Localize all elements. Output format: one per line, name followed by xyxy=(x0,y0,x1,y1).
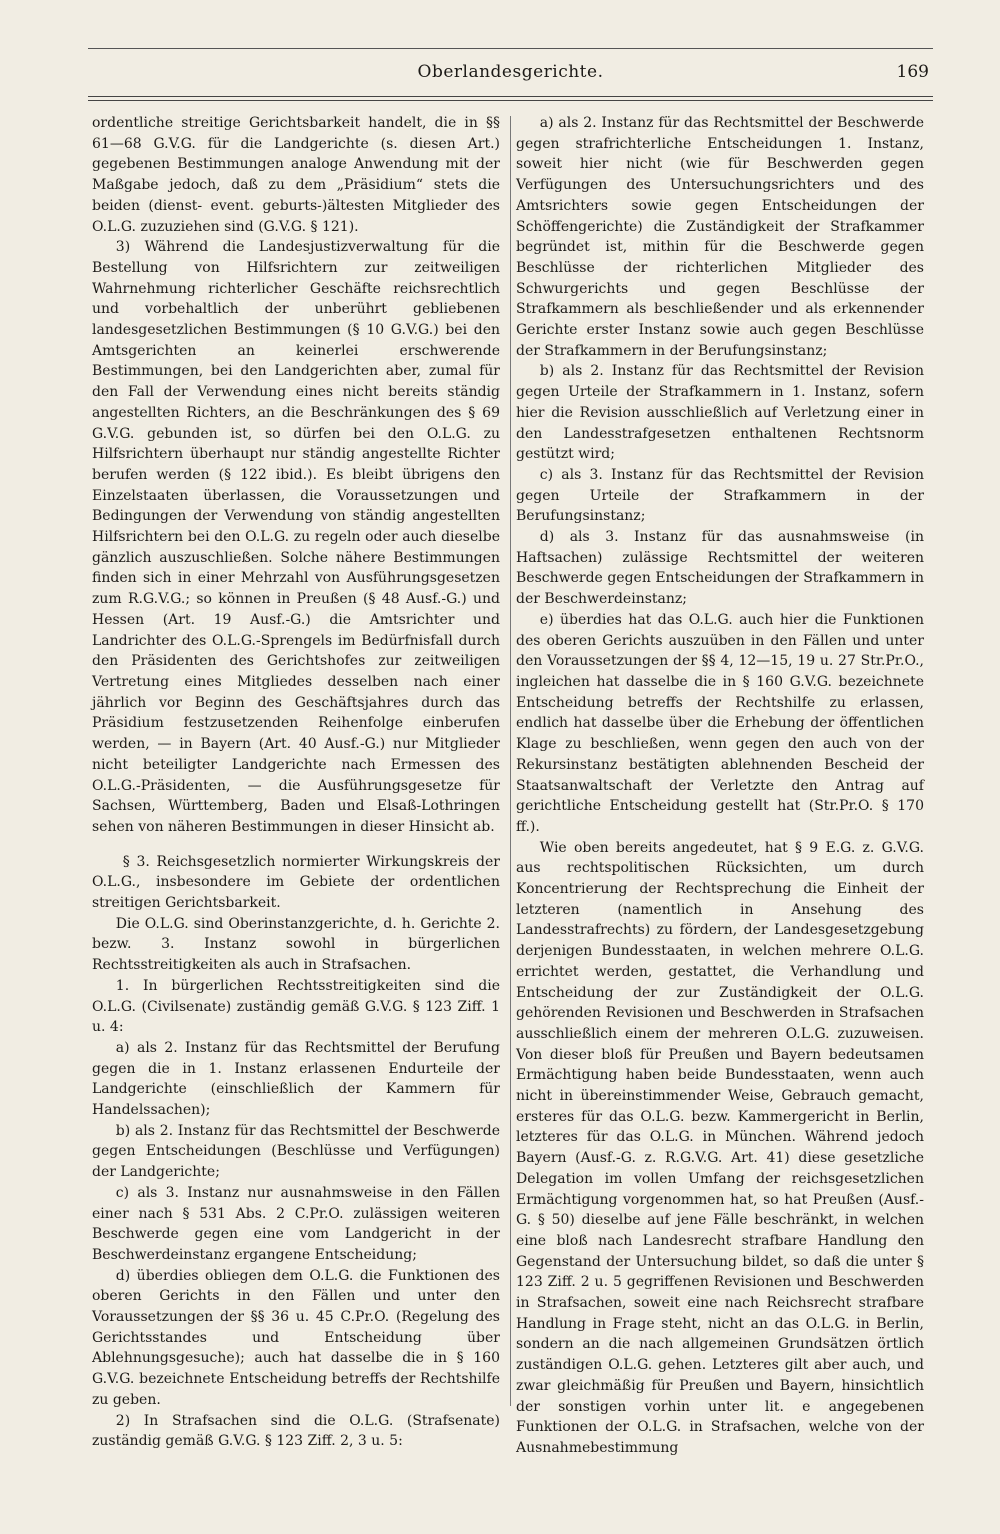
paragraph: Die O.L.G. sind Oberinstanzgerichte, d. h. Gerichte 2. bezw. 3. Instanz sowohl in bürgerlichen Rechtsstreitigkeiten als auch in Strafsachen. xyxy=(92,915,500,974)
list-item: d) als 3. Instanz für das ausnahmsweise (in Haftsachen) zulässige Rechtsmittel der weiteren Beschwerde gegen Entscheidungen der Strafkammern in der Beschwerdeinstanz; xyxy=(516,529,924,608)
column-divider xyxy=(510,116,511,1406)
list-item: b) als 2. Instanz für das Rechtsmittel der Beschwerde gegen Entscheidungen (Beschlüsse und Verfügungen) der Landgerichte; xyxy=(92,1122,500,1181)
running-title: Oberlandesgerichte. xyxy=(417,62,604,82)
paragraph: 3) Während die Landesjustizverwaltung für die Bestellung von Hilfsrichtern zur zeitweiligen Wahrnehmung richterlicher Geschäfte reichsrechtlich und vorbehaltlich der unberührt gebliebenen landesgesetzlichen Bestimmungen (§ 10 G.V.G.) bei den Amtsgerichten an keinerlei erschwerende Bestimmungen, bei den Landgerichten aber, zumal für den Fall der Verwendung eines nicht bereits ständig angestellten Richters, an die Beschränkungen des § 69 G.V.G. gebunden ist, so dürfen bei den O.L.G. zu Hilfsrichtern überhaupt nur ständig angestellte Richter berufen werden (§ 122 ibid.). Es bleibt übrigens den Einzelstaaten überlassen, die Voraussetzungen und Bedingungen der Verwendung von ständig angestellten Hilfsrichtern bei den O.L.G. zu regeln oder auch dieselbe gänzlich auszuschließen. Solche nähere Bestimmungen finden sich in einer Mehrzahl von Ausführungsgesetzen zum R.G.V.G.; so können in Preußen (§ 48 Ausf.-G.) und Hessen (Art. 19 Ausf.-G.) die Amtsrichter und Landrichter des O.L.G.-Sprengels im Bedürfnisfall durch den Präsidenten des Gerichtshofes zur zeitweiligen Vertretung eines Mitgliedes desselben nach einer jährlich vor Beginn des Geschäftsjahres durch das Präsidium festzusetzenden Reihenfolge einberufen werden, — in Bayern (Art. 40 Ausf.-G.) nur Mitglieder nicht beteiligter Landgerichte nach Ermessen des O.L.G.-Präsidenten, — die Ausführungsgesetze für Sachsen, Württemberg, Baden und Elsaß-Lothringen sehen von näheren Bestimmungen in dieser Hinsicht ab. xyxy=(92,239,500,835)
section-heading: § 3. Reichsgesetzlich normierter Wirkungskreis der O.L.G., insbesondere im Gebiete der ordentlichen streitigen Gerichtsbarkeit. xyxy=(92,853,500,912)
list-item: d) überdies obliegen dem O.L.G. die Funktionen des oberen Gerichts in den Fällen und unter den Voraussetzungen der §§ 36 u. 45 C.Pr.O. (Regelung des Gerichtsstandes und Entscheidung über Ablehnungsgesuche); auch hat dasselbe die in § 160 G.V.G. bezeichnete Entscheidung betreffs der Rechtshilfe zu geben. xyxy=(92,1267,500,1408)
left-column xyxy=(92,113,500,1450)
right-column xyxy=(516,113,924,1456)
paragraph: Wie oben bereits angedeutet, hat § 9 E.G. z. G.V.G. aus rechtspolitischen Rücksichten, um durch Koncentrierung der Rechtsprechung die Einheit der letzteren (namentlich in Ansehung des Landesstrafrechts) zu fördern, der Landesgesetzgebung derjenigen Bundesstaaten, in welchen mehrere O.L.G. errichtet werden, gestattet, die Verhandlung und Entscheidung der zur Zuständigkeit der O.L.G. gehörenden Revisionen und Beschwerden in Strafsachen ausschließlich einem der mehreren O.L.G. zuzuweisen. Von dieser bloß für Preußen und Bayern bedeutsamen Ermächtigung haben beide Bundesstaaten, wenn auch nicht in übereinstimmender Weise, Gebrauch gemacht, ersteres für das O.L.G. bezw. Kammergericht in Berlin, letzteres für das O.L.G. in München. Während jedoch Bayern (Ausf.-G. z. R.G.V.G. Art. 41) diese gesetzliche Delegation im vollen Umfang der reichsgesetzlichen Ermächtigung vorgenommen hat, so hat Preußen (Ausf.-G. § 50) dieselbe auf jene Fälle beschränkt, in welchen eine bloß nach Landesrecht strafbare Handlung den Gegenstand der Untersuchung bildet, so daß die unter § 123 Ziff. 2 u. 5 gegriffenen Revisionen und Beschwerden in Strafsachen, soweit eine nach Reichsrecht strafbare Handlung in Frage steht, nicht an das O.L.G. in Berlin, sondern an die nach allgemeinen Grundsätzen örtlich zuständigen O.L.G. gehen. Letzteres gilt aber auch, und zwar gleichmäßig für Preußen und Bayern, hinsichtlich der sonstigen vorhin unter lit. e angegebenen Funktionen der O.L.G. in Strafsachen, welche von der Ausnahmebestimmung xyxy=(516,839,924,1456)
running-header xyxy=(88,60,933,90)
paragraph: ordentliche streitige Gerichtsbarkeit handelt, die in §§ 61—68 G.V.G. für die Landgerichte (s. diesen Art.) gegebenen Bestimmungen analoge Anwendung mit der Maßgabe jedoch, daß zu dem „Präsidium“ stets die beiden (dienst- event. geburts-)ältesten Mitglieder des O.L.G. zuzuziehen sind (G.V.G. § 121). xyxy=(92,115,500,235)
page-number: 169 xyxy=(896,62,929,82)
list-item: a) als 2. Instanz für das Rechtsmittel der Berufung gegen die in 1. Instanz erlassenen Endurteile der Landgerichte (einschließlich der Kammern für Handelssachen); xyxy=(92,1039,500,1119)
list-item: a) als 2. Instanz für das Rechtsmittel der Beschwerde gegen strafrichterliche Entscheidungen 1. Instanz, soweit hier nicht (wie für Beschwerden gegen Verfügungen des Untersuchungsrichters und des Amtsrichters sowie gegen Entscheidungen der Schöffengerichte) die Zuständigkeit der Strafkammer begründet ist, mithin für die Beschwerde gegen Beschlüsse der richterlichen Mitglieder des Schwurgerichts und gegen Beschlüsse der Strafkammern als beschließender und als erkennender Gerichte erster Instanz sowie auch gegen Beschlüsse der Strafkammern in der Berufungsinstanz; xyxy=(516,115,924,359)
list-item: c) als 3. Instanz für das Rechtsmittel der Revision gegen Urteile der Strafkammern in der Berufungsinstanz; xyxy=(516,466,924,525)
list-item: c) als 3. Instanz nur ausnahmsweise in den Fällen einer nach § 531 Abs. 2 C.Pr.O. zulässigen weiteren Beschwerde gegen eine vom Landgericht in der Beschwerdeinstanz ergangene Entscheidung; xyxy=(92,1184,500,1263)
top-rule xyxy=(88,48,933,49)
list-item: e) überdies hat das O.L.G. auch hier die Funktionen des oberen Gerichts auszuüben in den Fällen und unter den Voraussetzungen der §§ 4, 12—15, 19 u. 27 Str.Pr.O., ingleichen hat dasselbe die in § 160 G.V.G. bezeichnete Entscheidung betreffs der Rechtshilfe zu erlassen, endlich hat dasselbe über die Erhebung der öffentlichen Klage zu beschließen, wenn gegen den auch von der Rekursinstanz bestätigten ablehnenden Bescheid der Staatsanwaltschaft der Verletzte den Antrag auf gerichtliche Entscheidung gestellt hat (Str.Pr.O. § 170 ff.). xyxy=(516,611,924,835)
paragraph: 2) In Strafsachen sind die O.L.G. (Strafsenate) zuständig gemäß G.V.G. § 123 Ziff. 2, 3 u. 5: xyxy=(92,1412,500,1450)
header-rule-double xyxy=(88,100,933,101)
paragraph: 1. In bürgerlichen Rechtsstreitigkeiten sind die O.L.G. (Civilsenate) zuständig gemäß G.V.G. § 123 Ziff. 1 u. 4: xyxy=(92,977,500,1036)
list-item: b) als 2. Instanz für das Rechtsmittel der Revision gegen Urteile der Strafkammern in 1. Instanz, sofern hier die Revision ausschließlich auf Verletzung einer in den Landesstrafgesetzen enthaltenen Rechtsnorm gestützt wird; xyxy=(516,363,924,463)
header-rule xyxy=(88,96,933,97)
